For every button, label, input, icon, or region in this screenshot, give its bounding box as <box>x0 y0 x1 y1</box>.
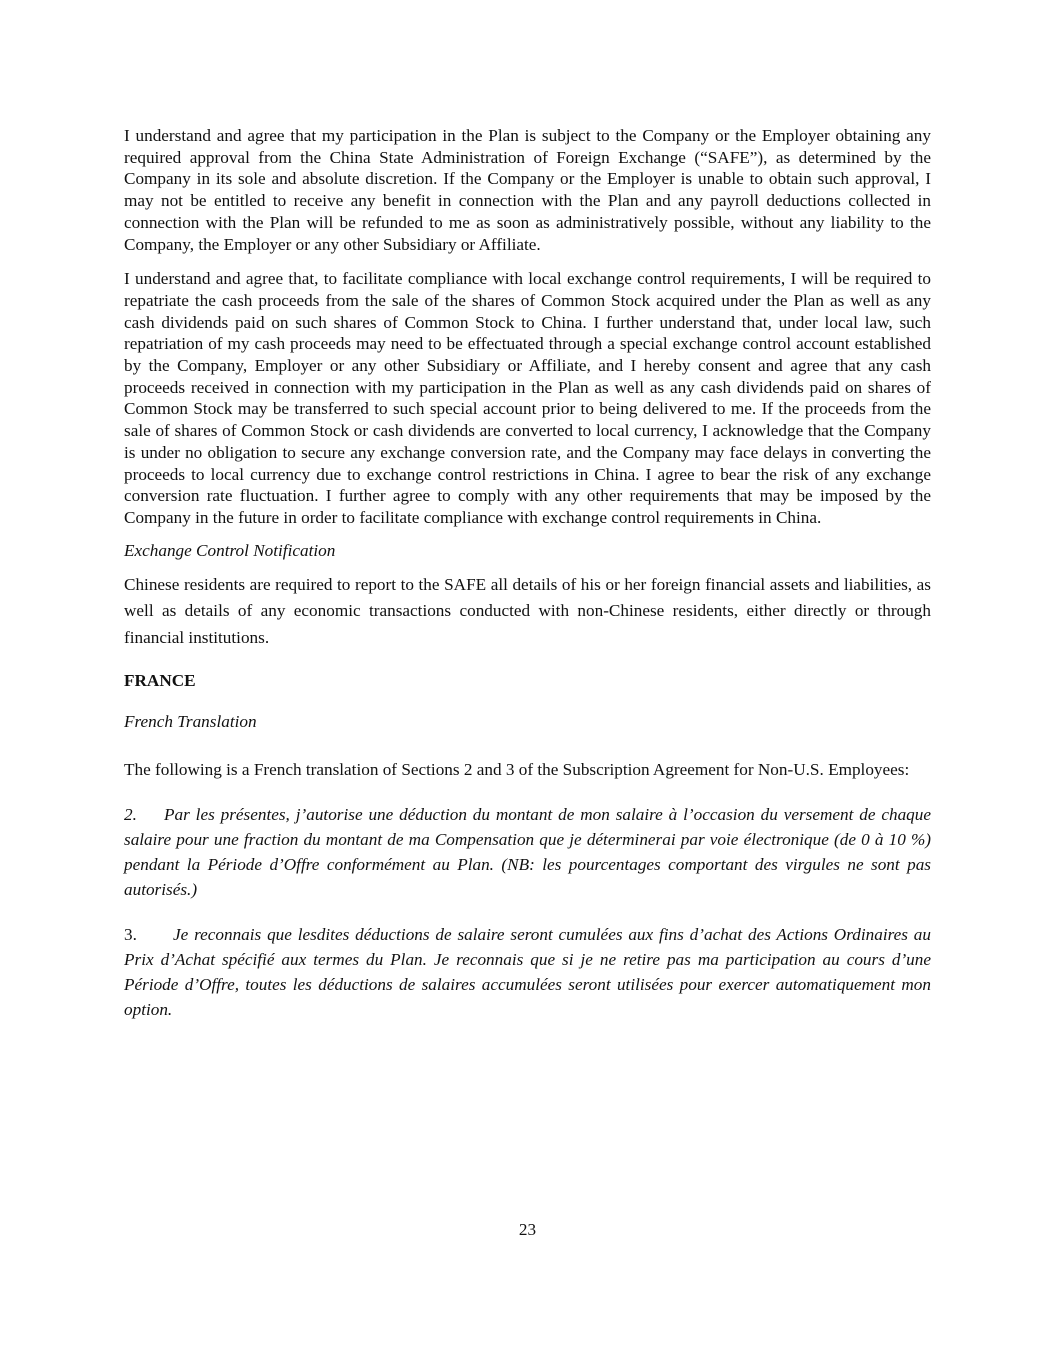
page-number: 23 <box>518 1220 537 1239</box>
section-3-number: 3. <box>124 925 137 945</box>
exchange-control-heading: Exchange Control Notification <box>124 540 336 560</box>
french-translation-intro: The following is a French translation of Sections 2 and 3 of the Subscription Agreement for Non-U.S. Employees: <box>124 760 910 780</box>
section-2-text: Par les présentes, j’autorise une déduction du montant de mon salaire à l’occasion du versement de chaque salaire pour une fraction du montant de ma Compensation que je déterminerai par voie électronique (de 0 à 10 %) pendant la Période d’Offre conformément au Plan. (NB: les pourcentages comportant des virgules ne sont pas autorisés.) <box>124 805 931 900</box>
section-3-text: Je reconnais que lesdites déductions de salaire seront cumulées aux fins d’achat des Actions Ordinaires au Prix d’Achat spécifié aux termes du Plan. Je reconnais que si je ne retire pas ma participation au cours d’une Période d’Offre, toutes les déductions de salaires accumulées seront utilisées pour exercer automatiquement mon option. <box>124 925 931 1020</box>
document-page <box>124 125 931 1022</box>
country-heading-france: FRANCE <box>124 671 196 691</box>
china-repatriation-paragraph: I understand and agree that, to facilitate compliance with local exchange control requirements, I will be required to repatriate the cash proceeds from the sale of the shares of Common Stock acquired under the Plan as well as any cash dividends paid on such shares of Common Stock to China. I further understand that, under local law, such repatriation of my cash proceeds may need to be effectuated through a special exchange control account established by the Company, Employer or any other Subsidiary or Affiliate, and I hereby consent and agree that any cash proceeds received in connection with my participation in the Plan as well as any cash dividends paid on shares of Common Stock may be transferred to such special account prior to being delivered to me. If the proceeds from the sale of shares of Common Stock or cash dividends are converted to local currency, I acknowledge that the Company is under no obligation to secure any exchange conversion rate, and the Company may face delays in converting the proceeds to local currency due to exchange control restrictions in China. I agree to bear the risk of any exchange conversion rate fluctuation. I further agree to comply with any other requirements that may be imposed by the Company in the future in order to facilitate compliance with exchange control requirements in China. <box>124 269 931 527</box>
section-2-number: 2. <box>124 805 137 825</box>
china-safe-approval-paragraph: I understand and agree that my participation in the Plan is subject to the Company or the Employer obtaining any required approval from the China State Administration of Foreign Exchange (“SAFE”), as determined by the Company in its sole and absolute discretion. If the Company or the Employer is unable to obtain such approval, I may not be entitled to receive any benefit in connection with the Plan and any payroll deductions collected in connection with the Plan will be refunded to me as soon as administratively possible, without any liability to the Company, the Employer or any other Subsidiary or Affiliate. <box>124 126 931 254</box>
section-3-french <box>124 922 931 1022</box>
exchange-control-paragraph: Chinese residents are required to report to the SAFE all details of his or her foreign financial assets and liabilities, as well as details of any economic transactions conducted with non-Chinese residents, either directly or through financial institutions. <box>124 574 931 647</box>
french-translation-heading: French Translation <box>124 712 257 732</box>
section-2-french <box>124 802 931 902</box>
